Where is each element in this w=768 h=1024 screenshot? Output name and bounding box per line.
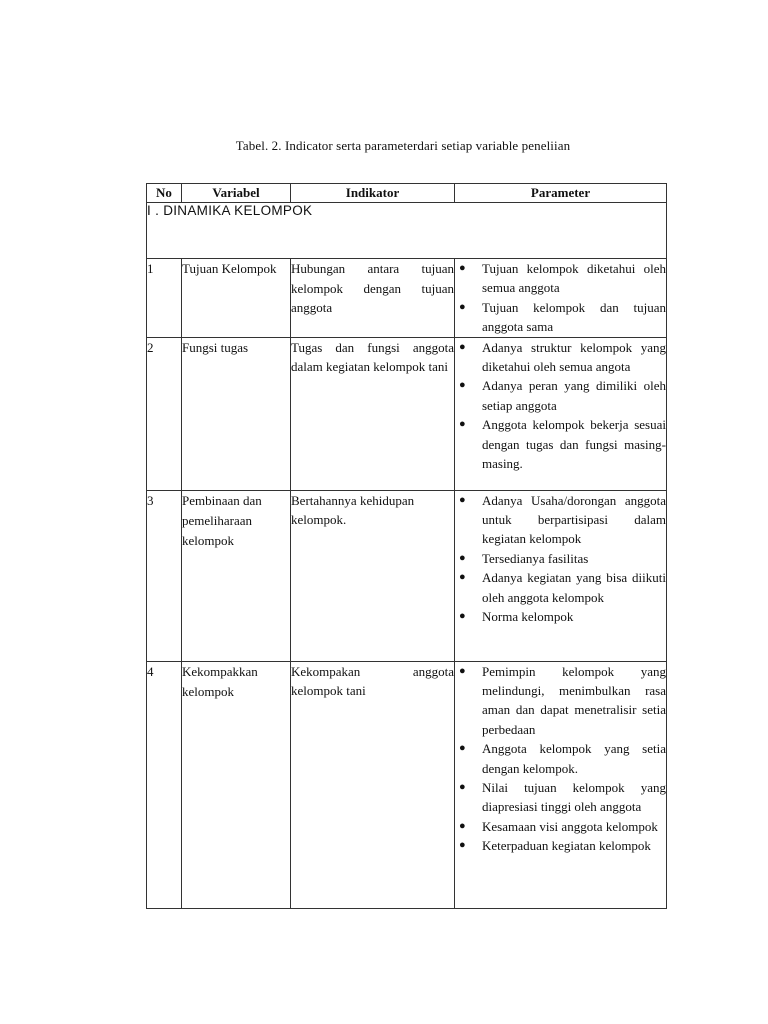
- list-item: [455, 662, 666, 740]
- header-no: No: [147, 184, 182, 203]
- list-item: [455, 817, 666, 836]
- header-parameter: Parameter: [455, 184, 667, 203]
- table-row: [147, 661, 667, 908]
- parameter-text: Tujuan kelompok dan tujuan anggota sama: [482, 299, 666, 335]
- bullet-icon: ●: [459, 742, 466, 755]
- row-parameter: [455, 490, 667, 661]
- list-item: [455, 376, 666, 415]
- bullet-icon: ●: [459, 262, 466, 274]
- parameter-list: [455, 491, 666, 627]
- header-indikator: Indikator: [291, 184, 455, 203]
- parameter-text: Anggota kelompok bekerja sesuai dengan tugas dan fungsi masing-masing.: [482, 417, 666, 472]
- row-number: 1: [147, 259, 182, 338]
- row-parameter: [455, 259, 667, 338]
- bullet-icon: ●: [459, 839, 466, 852]
- indicator-table: [146, 183, 667, 909]
- list-item: [455, 298, 666, 337]
- parameter-text: Adanya peran yang dimiliki oleh setiap anggota: [482, 378, 666, 413]
- parameter-text: Norma kelompok: [482, 609, 574, 625]
- parameter-list: [455, 662, 666, 856]
- list-item: [455, 739, 666, 778]
- list-item: [455, 259, 666, 298]
- bullet-icon: ●: [459, 418, 466, 431]
- row-number: 3: [147, 490, 182, 661]
- row-number: 2: [147, 337, 182, 490]
- bullet-icon: ●: [459, 819, 466, 832]
- row-parameter: [455, 661, 667, 908]
- header-row: [147, 184, 667, 203]
- row-indikator: Kekompakan anggota kelompok tani: [291, 661, 455, 908]
- parameter-text: Adanya Usaha/dorongan anggota untuk berpartisipasi dalam kegiatan kelompok: [482, 492, 666, 547]
- parameter-text: Kesamaan visi anggota kelompok: [482, 818, 658, 834]
- row-indikator: Hubungan antara tujuan kelompok dengan tujuan anggota: [291, 259, 455, 338]
- section-row: [147, 203, 667, 259]
- parameter-text: Pemimpin kelompok yang melindungi, menimbulkan rasa aman dan dapat menetralisir setia perbedaan: [482, 663, 666, 737]
- bullet-icon: ●: [459, 571, 466, 584]
- row-indikator: Tugas dan fungsi anggota dalam kegiatan kelompok tani: [291, 337, 455, 490]
- list-item: [455, 338, 666, 377]
- row-number: 4: [147, 661, 182, 908]
- parameter-text: Adanya kegiatan yang bisa diikuti oleh anggota kelompok: [482, 570, 666, 605]
- parameter-list: [455, 338, 666, 474]
- bullet-icon: ●: [459, 551, 466, 564]
- bullet-icon: ●: [459, 379, 466, 392]
- parameter-text: Adanya struktur kelompok yang diketahui oleh semua angota: [482, 339, 666, 375]
- list-item: [455, 415, 666, 473]
- row-indikator: Bertahannya kehidupan kelompok.: [291, 490, 455, 661]
- parameter-text: Tersedianya fasilitas: [482, 550, 589, 566]
- row-variabel: Fungsi tugas: [182, 337, 291, 490]
- parameter-text: Anggota kelompok yang setia dengan kelompok.: [482, 741, 666, 776]
- list-item: [455, 607, 666, 626]
- bullet-icon: ●: [459, 610, 466, 623]
- bullet-icon: ●: [459, 300, 466, 313]
- row-variabel: Pembinaan dan pemeliharaan kelompok: [182, 490, 291, 661]
- parameter-text: Nilai tujuan kelompok yang diapresiasi tinggi oleh anggota: [482, 780, 666, 815]
- section-title: I . DINAMIKA KELOMPOK: [147, 203, 667, 259]
- row-parameter: [455, 337, 667, 490]
- list-item: [455, 491, 666, 549]
- bullet-icon: ●: [459, 781, 466, 794]
- list-item: [455, 778, 666, 817]
- bullet-icon: ●: [459, 664, 466, 677]
- bullet-icon: ●: [459, 493, 466, 506]
- row-variabel: Tujuan Kelompok: [182, 259, 291, 338]
- header-variabel: Variabel: [182, 184, 291, 203]
- parameter-text: Keterpaduan kegiatan kelompok: [482, 838, 651, 854]
- list-item: [455, 568, 666, 607]
- table-caption: Tabel. 2. Indicator serta parameterdari setiap variable peneliian: [235, 138, 571, 153]
- list-item: [455, 836, 666, 855]
- list-item: [455, 549, 666, 568]
- table-row: [147, 259, 667, 338]
- table-row: [147, 337, 667, 490]
- row-variabel: Kekompakkan kelompok: [182, 661, 291, 908]
- bullet-icon: ●: [459, 340, 466, 353]
- parameter-list: [455, 259, 666, 337]
- parameter-text: Tujuan kelompok diketahui oleh semua anggota: [482, 261, 666, 296]
- table-row: [147, 490, 667, 661]
